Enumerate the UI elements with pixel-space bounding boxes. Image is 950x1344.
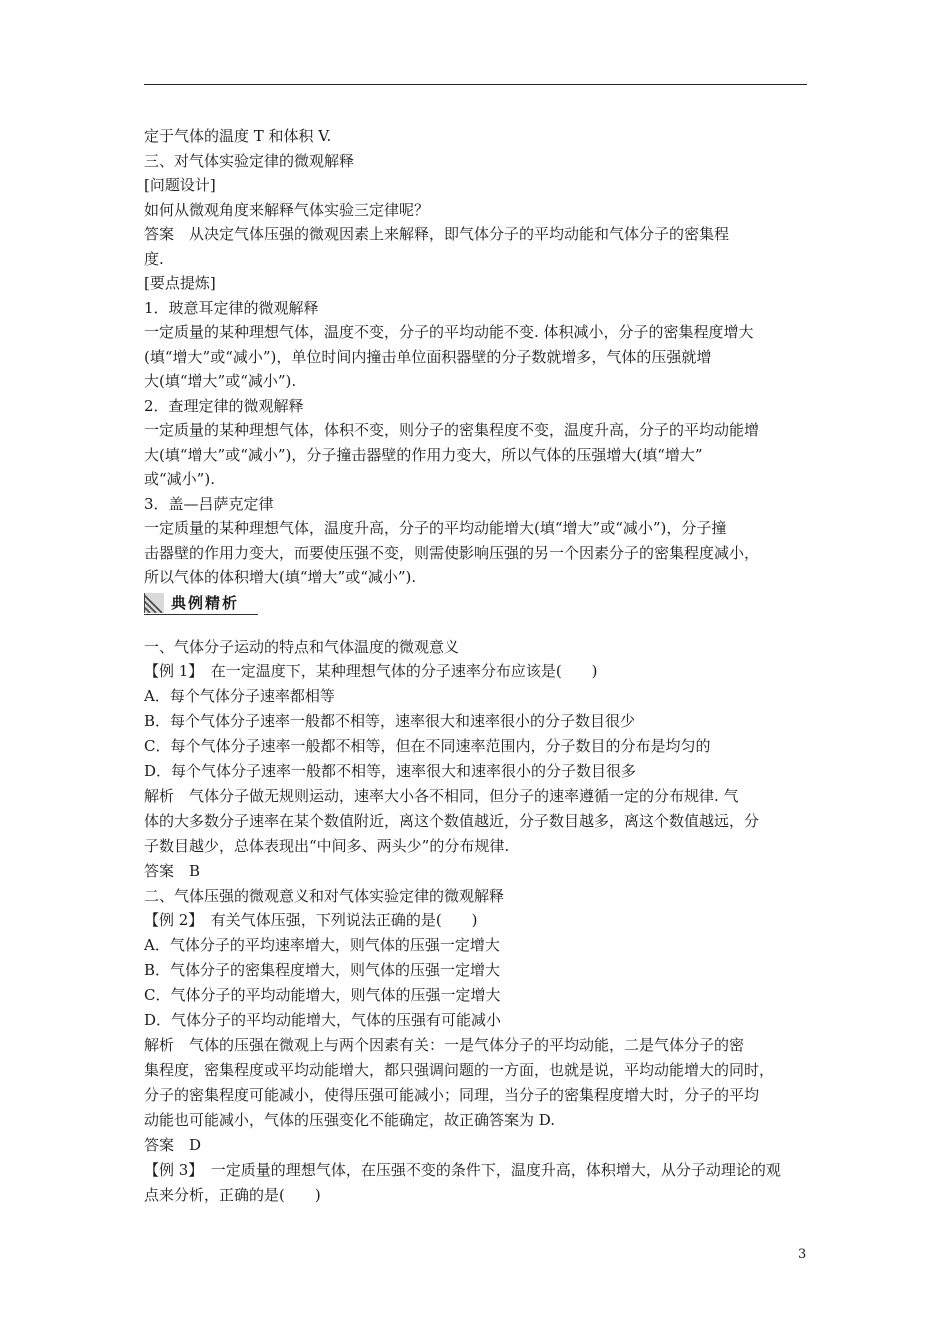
section-underline — [144, 614, 258, 615]
text-line: 度. — [144, 249, 164, 268]
text-line: 一定质量的某种理想气体，体积不变，则分子的密集程度不变，温度升高，分子的平均动能增 — [144, 421, 760, 439]
choice-c: C．气体分子的平均动能增大，则气体的压强一定增大 — [144, 986, 501, 1004]
diagonal-stripes-icon — [144, 593, 164, 613]
choice-c: C．每个气体分子速率一般都不相等，但在不同速率范围内，分子数目的分布是均匀的 — [144, 737, 711, 755]
text-line: 大(填“增大”或“减小”). — [144, 372, 297, 390]
analysis-line: 集程度，密集程度或平均动能增大，都只强调问题的一方面，也就是说，平均动能增大的同时， — [144, 1061, 775, 1079]
text-line: 如何从微观角度来解释气体实验三定律呢？ — [144, 200, 430, 219]
choice-a: A．每个气体分子速率都相等 — [144, 687, 335, 705]
page-number: 3 — [798, 1247, 807, 1262]
analysis-line: 子数目越少，总体表现出“中间多、两头少”的分布规律. — [144, 837, 510, 855]
text-line: [问题设计] — [144, 176, 216, 194]
text-line: 答案 从决定气体压强的微观因素上来解释，即气体分子的平均动能和气体分子的密集程 — [144, 225, 730, 243]
analysis-line: 解析 气体的压强在微观上与两个因素有关：一是气体分子的平均动能，二是气体分子的密 — [144, 1036, 745, 1054]
analysis-line: 分子的密集程度可能减小，使得压强可能减小；同理，当分子的密集程度增大时，分子的平均 — [144, 1086, 760, 1104]
analysis-line: 动能也可能减小，气体的压强变化不能确定，故正确答案为 D. — [144, 1111, 556, 1129]
choice-b: B．每个气体分子速率一般都不相等，速率很大和速率很小的分子数目很少 — [144, 712, 636, 730]
text-line: 定于气体的温度 T 和体积 V. — [144, 127, 332, 145]
example-question-cont: 点来分析，正确的是( ) — [144, 1185, 321, 1204]
text-line: [要点提炼] — [144, 274, 216, 292]
example-question: 【例 2】 有关气体压强，下列说法正确的是( ) — [144, 911, 478, 929]
choice-d: D．气体分子的平均动能增大，气体的压强有可能减小 — [144, 1011, 502, 1029]
subheading: 3．盖—吕萨克定律 — [144, 494, 274, 513]
text-line: (填“增大”或“减小”)，单位时间内撞击单位面积器壁的分子数就增多，气体的压强就增 — [144, 347, 712, 366]
text-line: 一定质量的某种理想气体，温度升高，分子的平均动能增大(填“增大”或“减小”)，分子撞 — [144, 519, 727, 537]
analysis-line: 体的大多数分子速率在某个数值附近，离这个数值越近，分子数目越多，离这个数值越远，分 — [144, 812, 760, 830]
header-rule — [144, 84, 807, 85]
choice-b: B．气体分子的密集程度增大，则气体的压强一定增大 — [144, 961, 501, 979]
section-heading: 三、对气体实验定律的微观解释 — [144, 151, 355, 170]
answer-line: 答案 B — [144, 862, 201, 880]
section-title: 典例精析 — [171, 593, 240, 612]
text-line: 大(填“增大”或“减小”)，分子撞击器壁的作用力变大，所以气体的压强增大(填“增大” — [144, 445, 703, 464]
page-body — [144, 124, 810, 1208]
subheading: 1．玻意耳定律的微观解释 — [144, 298, 319, 317]
choice-d: D．每个气体分子速率一般都不相等，速率很大和速率很小的分子数目很多 — [144, 762, 637, 780]
text-line: 击器壁的作用力变大，而要使压强不变，则需使影响压强的另一个因素分子的密集程度减小， — [144, 543, 760, 562]
section-banner — [144, 592, 810, 622]
example-question: 【例 1】 在一定温度下，某种理想气体的分子速率分布应该是( ) — [144, 662, 598, 680]
section-heading: 二、气体压强的微观意义和对气体实验定律的微观解释 — [144, 886, 505, 905]
text-line: 所以气体的体积增大(填“增大”或“减小”). — [144, 568, 417, 586]
example-question: 【例 3】 一定质量的理想气体，在压强不变的条件下，温度升高，体积增大，从分子动理论的观 — [144, 1160, 781, 1179]
choice-a: A．气体分子的平均速率增大，则气体的压强一定增大 — [144, 936, 500, 954]
answer-line: 答案 D — [144, 1136, 202, 1154]
subheading: 2．查理定律的微观解释 — [144, 396, 304, 415]
analysis-line: 解析 气体分子做无规则运动，速率大小各不相同，但分子的速率遵循一定的分布规律. 气 — [144, 787, 739, 805]
text-line: 一定质量的某种理想气体，温度不变，分子的平均动能不变. 体积减小，分子的密集程度增大 — [144, 323, 754, 341]
section-heading: 一、气体分子运动的特点和气体温度的微观意义 — [144, 637, 460, 656]
text-line: 或“减小”). — [144, 470, 215, 488]
